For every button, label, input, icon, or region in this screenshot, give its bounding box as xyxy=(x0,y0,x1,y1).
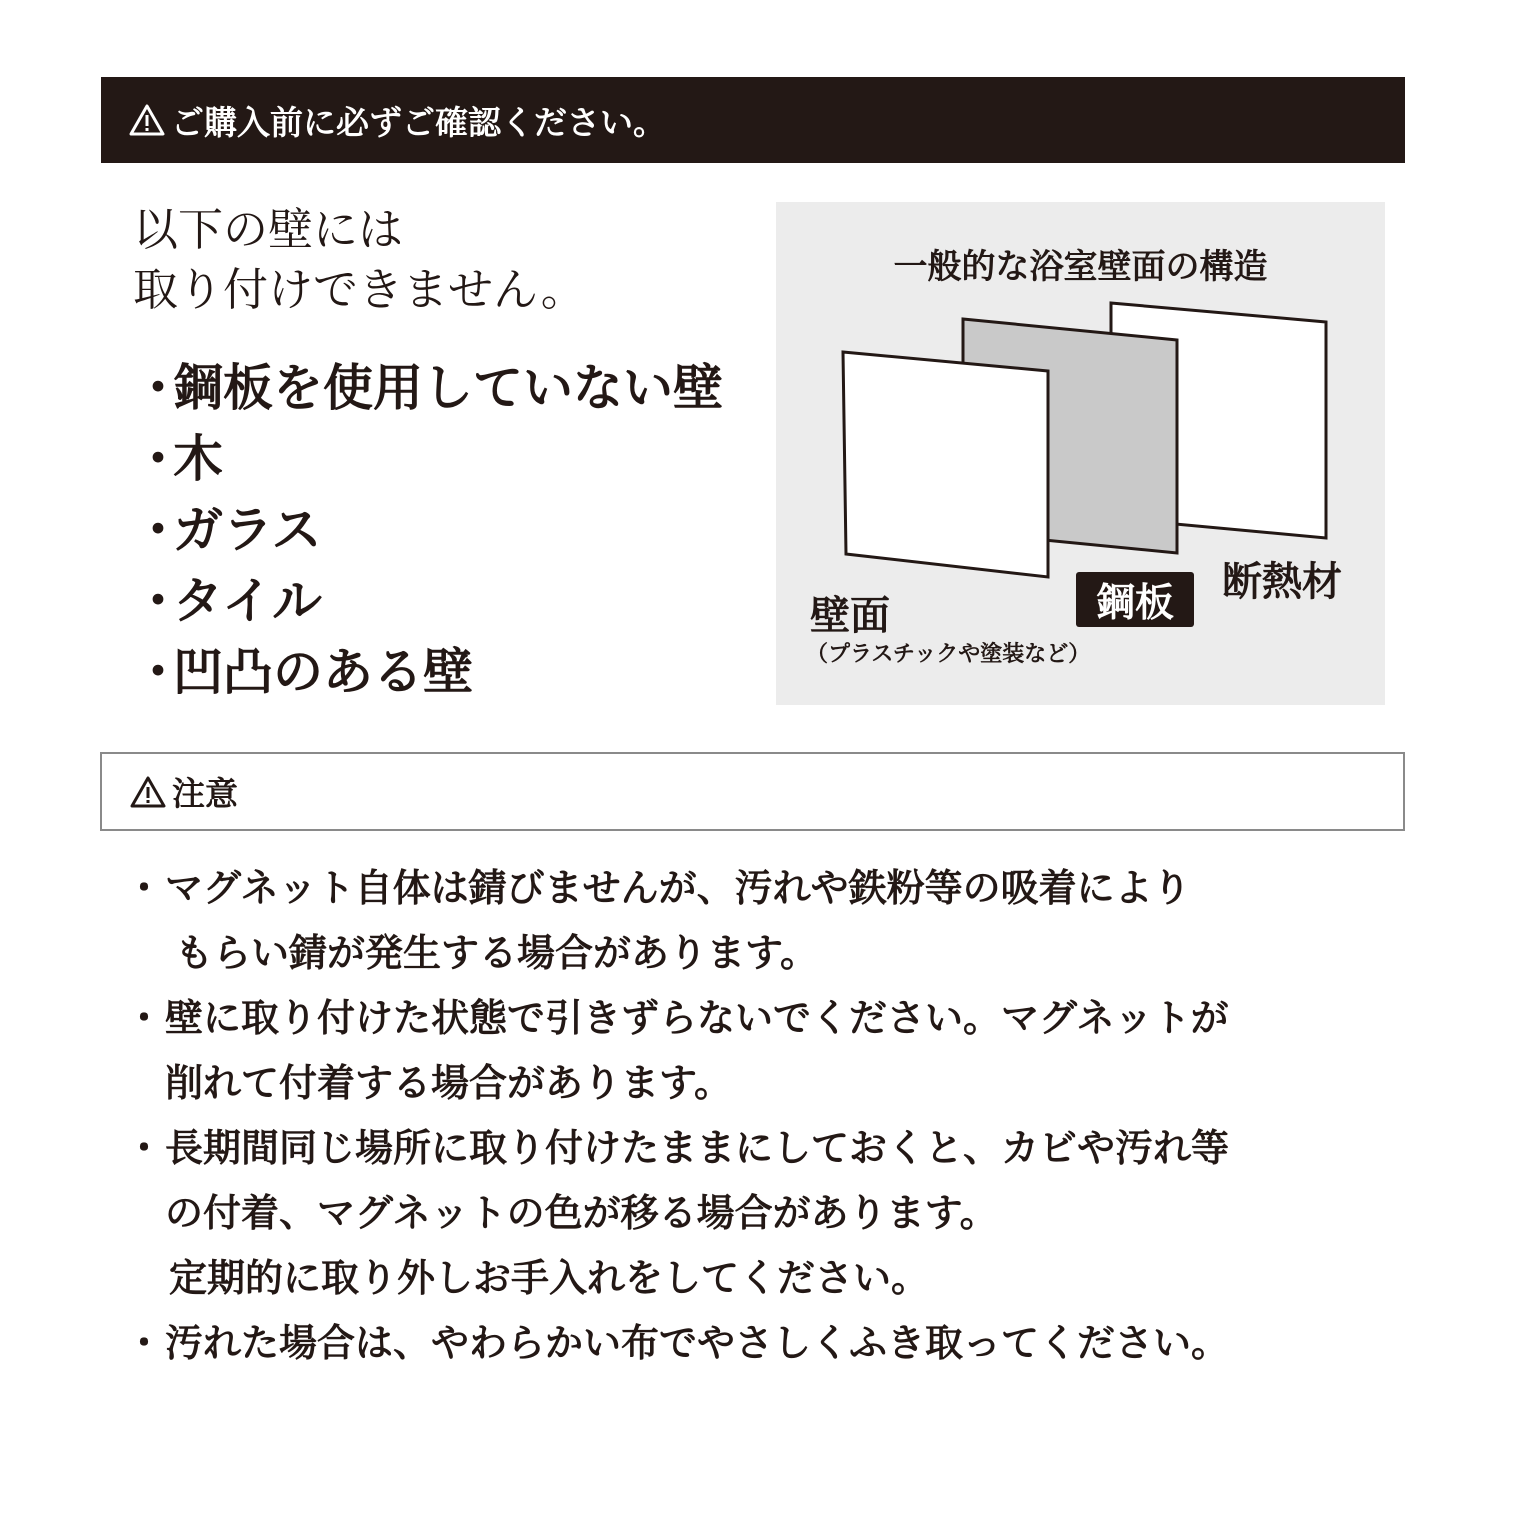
steel-label: 鋼板 xyxy=(1076,572,1194,627)
list-item-label: タイル xyxy=(173,572,322,630)
bullet: ・ xyxy=(133,501,183,559)
intro-text xyxy=(133,200,586,320)
list-item-label: 鋼板を使用していない壁 xyxy=(173,359,723,417)
list-item xyxy=(133,495,723,566)
diagram-title: 一般的な浴室壁面の構造 xyxy=(893,247,1268,287)
note-line: 定期的に取り外しお手入れをしてください。 xyxy=(169,1256,930,1300)
note-line: の付着、マグネットの色が移る場合があります。 xyxy=(165,1191,998,1235)
warning-icon xyxy=(129,104,165,136)
note-item xyxy=(125,986,1229,1116)
note-line: 削れて付着する場合があります。 xyxy=(165,1061,732,1105)
bullet: ・ xyxy=(125,866,164,910)
note-line: 長期間同じ場所に取り付けたままにしておくと、カビや汚れ等 xyxy=(165,1126,1230,1170)
wall-structure-diagram xyxy=(776,202,1385,705)
bullet: ・ xyxy=(125,1126,164,1170)
surface-label: 壁面 xyxy=(810,593,890,639)
list-item xyxy=(133,637,723,708)
list-item xyxy=(133,353,723,424)
note-item xyxy=(125,856,1229,986)
intro-line-2: 取り付けできません。 xyxy=(133,263,586,316)
caution-notes-list xyxy=(125,856,1229,1376)
list-item xyxy=(133,566,723,637)
bullet: ・ xyxy=(125,1321,164,1365)
bullet: ・ xyxy=(133,572,183,630)
note-line: もらい錆が発生する場合があります。 xyxy=(175,931,818,975)
list-item-label: ガラス xyxy=(173,501,322,559)
note-item xyxy=(125,1311,1229,1376)
caution-heading: 注意 xyxy=(172,774,238,813)
insulation-label: 断熱材 xyxy=(1222,559,1342,605)
note-line: マグネット自体は錆びませんが、汚れや鉄粉等の吸着により xyxy=(165,866,1191,910)
list-item-label: 凹凸のある壁 xyxy=(173,643,473,701)
list-item-label: 木 xyxy=(173,430,223,488)
list-item xyxy=(133,424,723,495)
note-line: 汚れた場合は、やわらかい布でやさしくふき取ってください。 xyxy=(165,1321,1230,1365)
bullet: ・ xyxy=(133,359,183,417)
bullet: ・ xyxy=(133,643,183,701)
bullet: ・ xyxy=(133,430,183,488)
incompatible-wall-list xyxy=(133,353,723,708)
surface-note: （プラスチックや塗装など） xyxy=(806,642,1091,667)
banner-text: ご購入前に必ずご確認ください。 xyxy=(171,102,666,142)
note-line: 壁に取り付けた状態で引きずらないでください。マグネットが xyxy=(165,996,1229,1040)
surface-panel xyxy=(843,352,1048,577)
intro-line-1: 以下の壁には xyxy=(133,203,404,256)
purchase-warning-banner xyxy=(101,77,1405,163)
warning-icon xyxy=(130,776,166,808)
note-item xyxy=(125,1116,1229,1311)
caution-heading-box xyxy=(100,752,1405,831)
bullet: ・ xyxy=(125,996,164,1040)
